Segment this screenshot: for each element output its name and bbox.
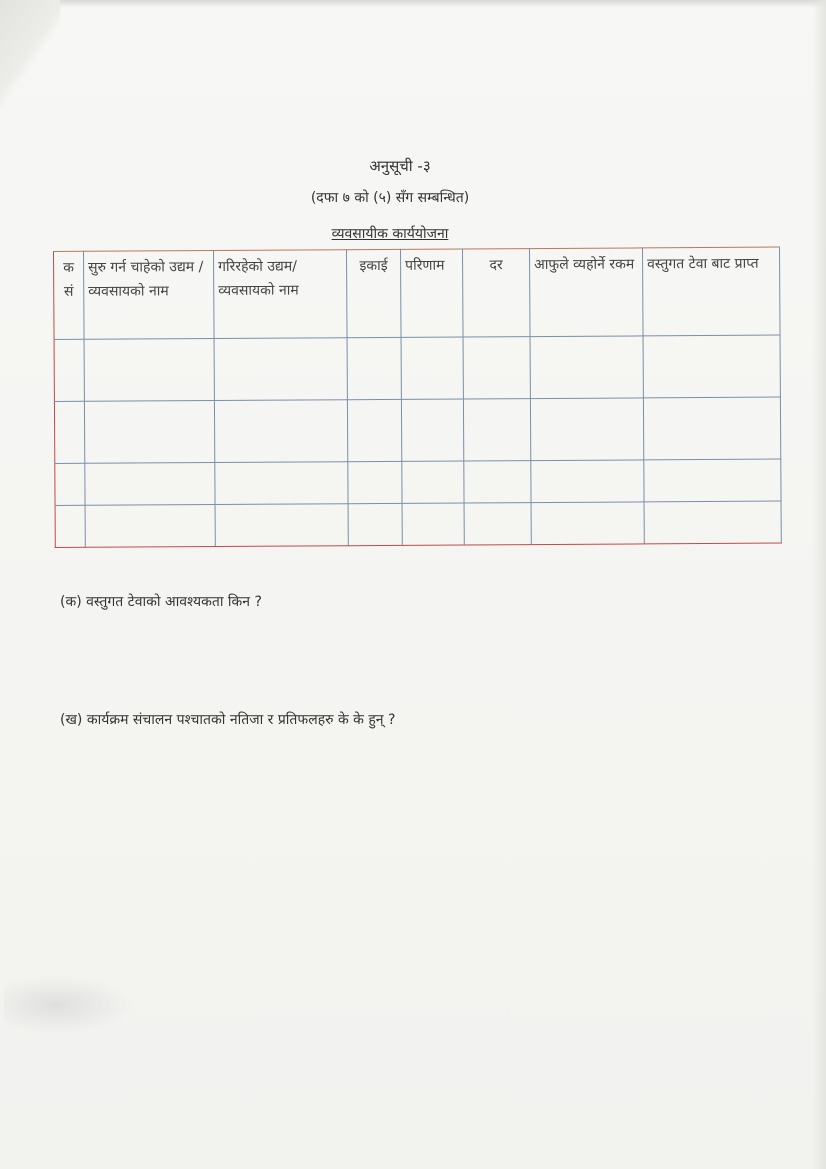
header-rate: दर [462, 249, 530, 337]
table-cell[interactable] [54, 339, 84, 401]
scan-folded-corner [0, 0, 60, 120]
header-serial: क सं [54, 251, 85, 339]
table-cell[interactable] [464, 461, 531, 503]
table-cell[interactable] [55, 463, 85, 505]
table-cell[interactable] [401, 337, 463, 399]
header-quantity: परिणाम [400, 249, 463, 337]
table-cell[interactable] [402, 461, 464, 503]
table-cell[interactable] [531, 460, 644, 503]
question-kha: (ख) कार्यक्रम संचालन पश्चातको नतिजा र प्रतिफलहरु के के हुन् ? [60, 712, 396, 728]
table-row [54, 397, 780, 463]
table-cell[interactable] [530, 336, 643, 399]
schedule-title: अनुसूची -३ [369, 157, 431, 175]
scan-right-edge [812, 0, 826, 1169]
table-cell[interactable] [464, 503, 531, 545]
table-cell[interactable] [215, 462, 348, 505]
table-cell[interactable] [85, 505, 215, 548]
table-cell[interactable] [348, 503, 402, 545]
header-unit: इकाई [346, 249, 401, 337]
table-cell[interactable] [85, 463, 215, 506]
table-cell[interactable] [214, 338, 347, 401]
business-plan-table [53, 247, 782, 548]
scan-top-edge [0, 0, 826, 8]
header-own-amount: आफुले व्यहोर्ने रकम [529, 248, 643, 337]
table-cell[interactable] [530, 398, 643, 461]
table-cell[interactable] [215, 504, 348, 547]
table-cell[interactable] [644, 459, 781, 502]
table-cell[interactable] [84, 339, 214, 402]
scan-smudge [4, 975, 134, 1035]
table-cell[interactable] [644, 501, 781, 544]
header-material-support: वस्तुगत टेवा बाट प्राप्त [642, 247, 780, 336]
table-cell[interactable] [54, 401, 84, 463]
table-cell[interactable] [643, 397, 780, 460]
table-cell[interactable] [531, 502, 644, 545]
header-new-business: सुरु गर्न चाहेको उद्यम /व्यवसायको नाम [84, 251, 215, 340]
table-cell[interactable] [84, 401, 214, 464]
question-ka: (क) वस्तुगत टेवाको आवश्यकता किन ? [60, 594, 262, 610]
section-reference: (दफा ७ को (५) सँग सम्बन्धित) [310, 190, 470, 206]
table-cell[interactable] [463, 337, 530, 399]
header-existing-business: गरिरहेको उद्यम/व्यवसायको नाम [214, 250, 348, 339]
table-cell[interactable] [214, 400, 347, 463]
table-cell[interactable] [402, 503, 464, 545]
table-cell[interactable] [401, 399, 463, 461]
table-cell[interactable] [348, 461, 402, 503]
table-header-row [54, 247, 781, 339]
table-cell[interactable] [643, 335, 780, 398]
table-cell[interactable] [347, 337, 401, 399]
table-cell[interactable] [347, 399, 401, 461]
table-row [55, 501, 781, 547]
table-row [55, 459, 781, 505]
table-row [54, 335, 780, 401]
table-cell[interactable] [55, 505, 85, 547]
table-cell[interactable] [463, 399, 530, 461]
plan-title: व्यवसायीक कार्ययोजना [331, 226, 449, 242]
